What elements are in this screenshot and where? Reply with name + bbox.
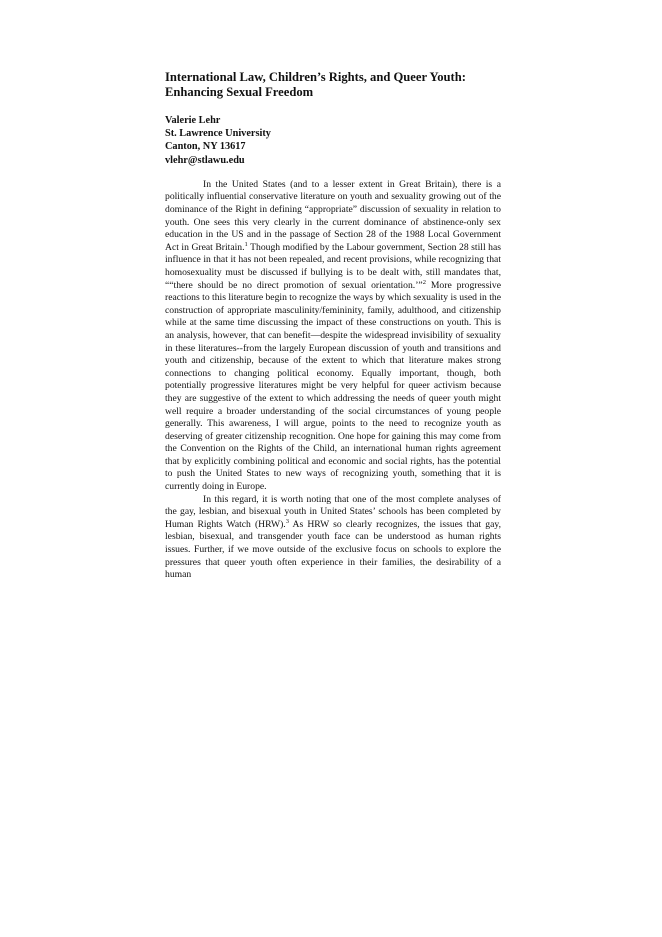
paragraph-2-text-a: In this regard, it is worth noting that one of the most complete analyses of the gay, lesbian, and bisexual youth in United States’ schools has been completed by Human Rights Watch (HRW). — [165, 493, 501, 530]
footnote-marker-1: 1 — [244, 240, 248, 248]
author-location: Canton, NY 13617 — [165, 141, 246, 153]
author-block — [165, 114, 501, 167]
article-body — [165, 179, 501, 582]
paragraph-2 — [165, 494, 501, 582]
article-title — [165, 70, 501, 100]
author-email: vlehr@stlawu.edu — [165, 154, 245, 166]
paragraph-2-text-b: As HRW so clearly recognizes, the issues that gay, lesbian, bisexual, and transgender youth face can be understood as human rights issues. Further, if we move outside of the exclusive focus on schools to explore the pressures that queer youth often experience in their families, the desirability of a human — [165, 518, 501, 581]
title-line-1: International Law, Children’s Rights, and Queer Youth: — [165, 70, 466, 84]
paragraph-1-text-a: In the United States (and to a lesser extent in Great Britain), there is a politically influential conservative literature on youth and sexuality growing out of the dominance of the Right in defining “appropriate” discussion of sexuality in relation to youth. One sees this very clearly in the current dominance of abstinence-only sex education in the US and in the passage of Section 28 of the 1988 Local Government Act in Great Britain. — [165, 178, 501, 253]
paragraph-1-text-c: More progressive reactions to this literature begin to recognize the ways by which sexuality is used in the construction of appropriate masculinity/femininity, family, adulthood, and citizenship while at the same time discussing the impact of these constructions on youth. This is an analysis, however, that can benefit—despite the widespread invisibility of sexuality in these literatures--from the largely European discussion of youth and transitions and youth and citizenship, because of the extent to which that literature makes strong connections to changing political economy. Equally important, though, both potentially progressive literatures might be very helpful for queer activism because they are suggestive of the extent to which addressing the needs of queer youth might well require a broader understanding of the social circumstances of young people generally. This awareness, I will argue, points to the need to recognize youth as deserving of greater citizenship recognition. One hope for gaining this may come from the Convention on the Rights of the Child, an international human rights agreement that by explicitly combining political and economic and social rights, has the potential to push the United States to new ways of recognizing youth, something that it is currently doing in Europe. — [165, 279, 502, 493]
paragraph-1 — [165, 179, 501, 494]
footnote-marker-3: 3 — [285, 517, 289, 525]
author-institution: St. Lawrence University — [165, 128, 271, 140]
footnote-marker-2: 2 — [422, 278, 426, 286]
article — [165, 70, 501, 582]
author-name: Valerie Lehr — [165, 115, 221, 126]
title-line-2: Enhancing Sexual Freedom — [165, 85, 314, 99]
paragraph-1-text-b: Though modified by the Labour government, Section 28 still has influence in that it has not been repealed, and recent provisions, while recognizing that homosexuality must be discussed if bullying is to be dealt with, still mandates that, ““there should be no direct promotion of sexual orientation.’” — [165, 241, 501, 291]
